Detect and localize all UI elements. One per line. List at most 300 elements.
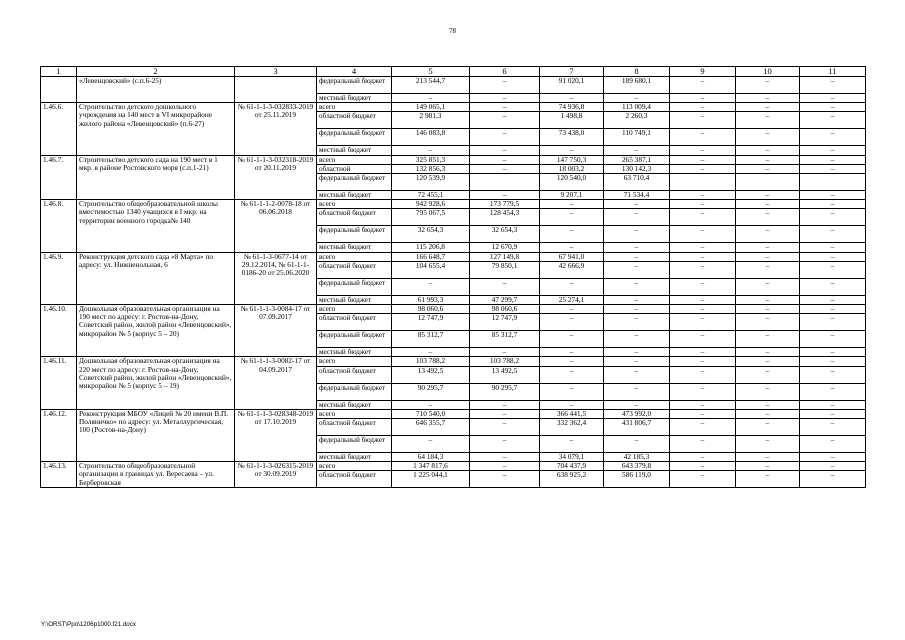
amount-cell-col-7: – (540, 146, 604, 155)
funding-source: федеральный бюджет (317, 226, 392, 243)
amount-cell-col-7: – (540, 331, 604, 348)
amount-cell-col-8: – (604, 226, 670, 243)
amount-cell-col-8: 130 142,3 (604, 164, 670, 173)
amount-cell-col-8: 586 119,0 (604, 471, 670, 488)
amount-cell-col-9: – (670, 305, 736, 314)
amount-cell-col-8: – (604, 209, 670, 226)
amount-cell-col-9: – (670, 314, 736, 331)
amount-cell-col-5: 942 928,6 (392, 200, 470, 209)
column-header-5: 5 (392, 67, 470, 77)
funding-source: местный бюджет (317, 348, 392, 357)
expertise-document: № 61-1-1-3-032833-2019 от 25.11.2019 (235, 103, 317, 155)
funding-source: федеральный бюджет (317, 129, 392, 146)
amount-cell-col-8: – (604, 400, 670, 409)
amount-cell-col-6: – (470, 471, 540, 488)
funding-source: всего (317, 155, 392, 164)
amount-cell-col-5: – (392, 400, 470, 409)
amount-cell-col-5: 166 648,7 (392, 252, 470, 261)
amount-cell-col-9: – (670, 436, 736, 453)
expertise-document: № 61-1-1-3-028348-2019 от 17.10.2019 (235, 409, 317, 461)
item-name: Реконструкция МБОУ «Лицей № 20 имени В.П. Поляничко» по адресу: ул. Металлургическая, 100 (Ростов-на-Дону) (77, 409, 235, 461)
expertise-document: № 61-1-1-2-0078-18 от 06.06.2018 (235, 200, 317, 252)
amount-cell-col-10: – (736, 226, 800, 243)
amount-cell-col-6: – (470, 419, 540, 436)
amount-cell-col-6: 98 060,6 (470, 305, 540, 314)
amount-cell-col-10: – (736, 252, 800, 261)
amount-cell-col-11: – (800, 366, 866, 383)
table-row (41, 103, 866, 112)
amount-cell-col-11: – (800, 419, 866, 436)
column-header-4: 4 (317, 67, 392, 77)
item-number: 1.46.11. (41, 357, 77, 409)
amount-cell-col-5: 90 295,7 (392, 383, 470, 400)
amount-cell-col-10: – (736, 278, 800, 295)
amount-cell-col-9: – (670, 331, 736, 348)
amount-cell-col-7: 91 020,1 (540, 77, 604, 94)
amount-cell-col-10: – (736, 357, 800, 366)
amount-cell-col-5: – (392, 436, 470, 453)
amount-cell-col-8: 63 710,4 (604, 174, 670, 191)
column-header-10: 10 (736, 67, 800, 77)
amount-cell-col-5: 104 655,4 (392, 261, 470, 278)
amount-cell-col-10: – (736, 164, 800, 173)
amount-cell-col-10: – (736, 366, 800, 383)
amount-cell-col-7: – (540, 209, 604, 226)
amount-cell-col-5: 149 065,1 (392, 103, 470, 112)
table-body (41, 77, 866, 488)
amount-cell-col-8: – (604, 200, 670, 209)
amount-cell-col-7: 147 750,3 (540, 155, 604, 164)
amount-cell-col-5: 146 083,8 (392, 129, 470, 146)
amount-cell-col-10: – (736, 200, 800, 209)
amount-cell-col-10: – (736, 94, 800, 103)
amount-cell-col-11 (800, 174, 866, 191)
amount-cell-col-10: – (736, 400, 800, 409)
table-row (41, 357, 866, 366)
amount-cell-col-7: 34 079,1 (540, 453, 604, 462)
expertise-document: № 61-1-1-3-032318-2019 от 20.11.2019 (235, 155, 317, 200)
amount-cell-col-10: – (736, 191, 800, 200)
amount-cell-col-10: – (736, 146, 800, 155)
funding-source: областной бюджет (317, 314, 392, 331)
amount-cell-col-5: 13 492,5 (392, 366, 470, 383)
amount-cell-col-11: – (800, 243, 866, 252)
amount-cell-col-11: – (800, 409, 866, 418)
expertise-document (235, 77, 317, 103)
amount-cell-col-10: – (736, 383, 800, 400)
column-header-6: 6 (470, 67, 540, 77)
amount-cell-col-5: 115 206,8 (392, 243, 470, 252)
item-number: 1.46.8. (41, 200, 77, 252)
amount-cell-col-6: – (470, 112, 540, 129)
amount-cell-col-11: – (800, 462, 866, 471)
amount-cell-col-7: 366 441,5 (540, 409, 604, 418)
amount-cell-col-5: – (392, 348, 470, 357)
amount-cell-col-6: – (470, 436, 540, 453)
amount-cell-col-9: – (670, 261, 736, 278)
amount-cell-col-8: – (604, 366, 670, 383)
amount-cell-col-7: – (540, 400, 604, 409)
amount-cell-col-6: 47 299,7 (470, 295, 540, 304)
amount-cell-col-11: – (800, 383, 866, 400)
amount-cell-col-9: – (670, 366, 736, 383)
amount-cell-col-10 (736, 174, 800, 191)
amount-cell-col-5: – (392, 94, 470, 103)
funding-source: областной бюджет (317, 261, 392, 278)
amount-cell-col-5: 2 981,3 (392, 112, 470, 129)
amount-cell-col-7: – (540, 94, 604, 103)
funding-source: областной бюджет (317, 419, 392, 436)
amount-cell-col-5: 103 788,2 (392, 357, 470, 366)
amount-cell-col-9: – (670, 383, 736, 400)
amount-cell-col-6: – (470, 77, 540, 94)
amount-cell-col-10: – (736, 462, 800, 471)
amount-cell-col-8: – (604, 243, 670, 252)
amount-cell-col-9: – (670, 243, 736, 252)
amount-cell-col-9: – (670, 278, 736, 295)
amount-cell-col-11: – (800, 400, 866, 409)
amount-cell-col-11: – (800, 226, 866, 243)
amount-cell-col-9: – (670, 295, 736, 304)
page-number: 78 (449, 27, 456, 35)
amount-cell-col-8: 265 387,1 (604, 155, 670, 164)
table-row (41, 252, 866, 261)
item-name: Строительство общеобразовательной школы вместимостью 1340 учащихся в I мкр. на территории военного городка№ 140 (77, 200, 235, 252)
funding-source: всего (317, 305, 392, 314)
table-row (41, 155, 866, 164)
funding-source: федеральный бюджет (317, 278, 392, 295)
funding-source: местный бюджет (317, 295, 392, 304)
amount-cell-col-10: – (736, 419, 800, 436)
amount-cell-col-10: – (736, 295, 800, 304)
amount-cell-col-10: – (736, 103, 800, 112)
amount-cell-col-6: – (470, 348, 540, 357)
amount-cell-col-10: – (736, 112, 800, 129)
amount-cell-col-10: – (736, 409, 800, 418)
amount-cell-col-5: 1 347 817,6 (392, 462, 470, 471)
amount-cell-col-5: 213 544,7 (392, 77, 470, 94)
amount-cell-col-10: – (736, 453, 800, 462)
amount-cell-col-5: – (392, 278, 470, 295)
amount-cell-col-9: – (670, 155, 736, 164)
item-number: 1.46.10. (41, 305, 77, 357)
item-name: «Левенцовский» (с.п.6-25) (77, 77, 235, 103)
amount-cell-col-6: – (470, 164, 540, 173)
amount-cell-col-8: 2 260,3 (604, 112, 670, 129)
item-name: Реконструкция детского сада «8 Марта» по адресу: ул. Нижненольная, 6 (77, 252, 235, 304)
amount-cell-col-7: 1 498,8 (540, 112, 604, 129)
item-number: 1.46.9. (41, 252, 77, 304)
amount-cell-col-9: – (670, 112, 736, 129)
amount-cell-col-11: – (800, 103, 866, 112)
amount-cell-col-10: – (736, 261, 800, 278)
amount-cell-col-11: – (800, 155, 866, 164)
funding-source: областной бюджет (317, 366, 392, 383)
amount-cell-col-8: 431 806,7 (604, 419, 670, 436)
amount-cell-col-11: – (800, 261, 866, 278)
table-row (41, 462, 866, 471)
amount-cell-col-11: – (800, 94, 866, 103)
amount-cell-col-5: 85 312,7 (392, 331, 470, 348)
amount-cell-col-11: – (800, 357, 866, 366)
amount-cell-col-11: – (800, 129, 866, 146)
funding-source: областной бюджет (317, 209, 392, 226)
amount-cell-col-8: – (604, 383, 670, 400)
amount-cell-col-6: – (470, 453, 540, 462)
amount-cell-col-5: 72 455,1 (392, 191, 470, 200)
amount-cell-col-6: 85 312,7 (470, 331, 540, 348)
amount-cell-col-9: – (670, 252, 736, 261)
funding-source: местный бюджет (317, 243, 392, 252)
amount-cell-col-10: – (736, 305, 800, 314)
item-name: Строительство общеобразовательной организации в границах ул. Вересаева – ул. Берберовская (77, 462, 235, 488)
amount-cell-col-10: – (736, 243, 800, 252)
amount-cell-col-11: – (800, 200, 866, 209)
amount-cell-col-9: – (670, 129, 736, 146)
amount-cell-col-7: – (540, 348, 604, 357)
amount-cell-col-6 (470, 174, 540, 191)
amount-cell-col-11: – (800, 191, 866, 200)
column-number-row (41, 67, 866, 77)
amount-cell-col-9: – (670, 462, 736, 471)
amount-cell-col-10: – (736, 331, 800, 348)
amount-cell-col-10: – (736, 129, 800, 146)
amount-cell-col-8: 189 680,1 (604, 77, 670, 94)
amount-cell-col-7: 704 437,9 (540, 462, 604, 471)
table-row (41, 77, 866, 94)
amount-cell-col-6: – (470, 400, 540, 409)
amount-cell-col-6: 128 454,3 (470, 209, 540, 226)
amount-cell-col-8: – (604, 261, 670, 278)
amount-cell-col-7: 73 438,0 (540, 129, 604, 146)
item-number: 1.46.6. (41, 103, 77, 155)
funding-source: всего (317, 409, 392, 418)
amount-cell-col-5: 64 184,3 (392, 453, 470, 462)
amount-cell-col-9: – (670, 103, 736, 112)
expertise-document: № 61-1-3-0677-14 от 29.12.2014, № 61-1-1-0186-20 от 25.06.2020 (235, 252, 317, 304)
column-header-8: 8 (604, 67, 670, 77)
amount-cell-col-11: – (800, 436, 866, 453)
amount-cell-col-8: 643 379,8 (604, 462, 670, 471)
amount-cell-col-11: – (800, 305, 866, 314)
amount-cell-col-9: – (670, 209, 736, 226)
amount-cell-col-8: – (604, 357, 670, 366)
funding-source: всего (317, 200, 392, 209)
funding-source: областной (317, 164, 392, 173)
table-row (41, 305, 866, 314)
expertise-document: № 61-1-1-3-0082-17 от 04.09.2017 (235, 357, 317, 409)
amount-cell-col-5: 1 225 044,1 (392, 471, 470, 488)
item-name: Строительство детского дошкольного учреждения на 140 мест в VI микрорайоне жилого района «Левенцовский» (п.6-27) (77, 103, 235, 155)
amount-cell-col-10: – (736, 209, 800, 226)
amount-cell-col-5: 12 747,9 (392, 314, 470, 331)
amount-cell-col-9: – (670, 77, 736, 94)
funding-source: федеральный бюджет (317, 174, 392, 191)
amount-cell-col-5: 61 993,3 (392, 295, 470, 304)
amount-cell-col-7: 120 540,0 (540, 174, 604, 191)
amount-cell-col-11: – (800, 164, 866, 173)
amount-cell-col-5: 32 654,3 (392, 226, 470, 243)
amount-cell-col-6: 173 779,5 (470, 200, 540, 209)
amount-cell-col-10: – (736, 436, 800, 453)
funding-source: местный бюджет (317, 146, 392, 155)
amount-cell-col-9: – (670, 164, 736, 173)
funding-source: областной бюджет (317, 471, 392, 488)
amount-cell-col-8: – (604, 295, 670, 304)
amount-cell-col-8: – (604, 348, 670, 357)
amount-cell-col-6: – (470, 129, 540, 146)
amount-cell-col-7: 25 274,1 (540, 295, 604, 304)
amount-cell-col-8: – (604, 278, 670, 295)
amount-cell-col-5: 98 060,6 (392, 305, 470, 314)
amount-cell-col-7: – (540, 200, 604, 209)
funding-source: всего (317, 252, 392, 261)
amount-cell-col-6: 103 788,2 (470, 357, 540, 366)
item-number: 1.46.7. (41, 155, 77, 200)
amount-cell-col-9: – (670, 400, 736, 409)
column-header-1: 1 (41, 67, 77, 77)
amount-cell-col-10: – (736, 77, 800, 94)
amount-cell-col-5: 795 067,5 (392, 209, 470, 226)
funding-source: федеральный бюджет (317, 331, 392, 348)
item-name: Дошкольная образовательная организация на 220 мест по адресу: г. Ростов-на-Дону, Советский район, жилой район «Левенцовский», микрорайон № 5 (корпус 5 – 19) (77, 357, 235, 409)
column-header-7: 7 (540, 67, 604, 77)
expertise-document: № 61-1-1-3-0084-17 от 07.09.2017 (235, 305, 317, 357)
footer-file-path: Y:\ORST\Ppo\1206p1000.f21.docx (41, 621, 136, 628)
expertise-document: № 61-1-1-3-026315-2019 от 30.09.2019 (235, 462, 317, 488)
amount-cell-col-8: 473 992,0 (604, 409, 670, 418)
amount-cell-col-9: – (670, 409, 736, 418)
amount-cell-col-6: 13 492,5 (470, 366, 540, 383)
amount-cell-col-5: 325 851,3 (392, 155, 470, 164)
amount-cell-col-10: – (736, 348, 800, 357)
amount-cell-col-7: – (540, 357, 604, 366)
amount-cell-col-6: 90 295,7 (470, 383, 540, 400)
amount-cell-col-6: – (470, 155, 540, 164)
item-number: 1.46.13. (41, 462, 77, 488)
amount-cell-col-10: – (736, 471, 800, 488)
amount-cell-col-5: 710 540,0 (392, 409, 470, 418)
amount-cell-col-6: – (470, 278, 540, 295)
amount-cell-col-7: 74 936,8 (540, 103, 604, 112)
amount-cell-col-9 (670, 174, 736, 191)
amount-cell-col-7: 638 925,2 (540, 471, 604, 488)
budget-table (40, 66, 866, 488)
amount-cell-col-7: 9 207,1 (540, 191, 604, 200)
funding-source: областной бюджет (317, 112, 392, 129)
amount-cell-col-9: – (670, 419, 736, 436)
amount-cell-col-9: – (670, 226, 736, 243)
amount-cell-col-7: 18 003,2 (540, 164, 604, 173)
amount-cell-col-6: 127 149,8 (470, 252, 540, 261)
amount-cell-col-7: 332 362,4 (540, 419, 604, 436)
amount-cell-col-7: 67 941,0 (540, 252, 604, 261)
amount-cell-col-9: – (670, 146, 736, 155)
funding-source: федеральный бюджет (317, 383, 392, 400)
amount-cell-col-7: – (540, 243, 604, 252)
amount-cell-col-9: – (670, 471, 736, 488)
column-header-9: 9 (670, 67, 736, 77)
amount-cell-col-6: – (470, 146, 540, 155)
amount-cell-col-10: – (736, 155, 800, 164)
amount-cell-col-11: – (800, 348, 866, 357)
amount-cell-col-8: – (604, 94, 670, 103)
amount-cell-col-11: – (800, 278, 866, 295)
amount-cell-col-10: – (736, 314, 800, 331)
amount-cell-col-6: 12 747,9 (470, 314, 540, 331)
amount-cell-col-6: 32 654,3 (470, 226, 540, 243)
amount-cell-col-8: – (604, 146, 670, 155)
table-row (41, 409, 866, 418)
funding-source: федеральный бюджет (317, 436, 392, 453)
item-name: Строительство детского сада на 190 мест в 1 мкр. в районе Ростовского моря (с.п.1-21) (77, 155, 235, 200)
funding-source: местный бюджет (317, 191, 392, 200)
funding-source: местный бюджет (317, 94, 392, 103)
amount-cell-col-5: 132 856,3 (392, 164, 470, 173)
amount-cell-col-11: – (800, 77, 866, 94)
amount-cell-col-8: 42 185,3 (604, 453, 670, 462)
amount-cell-col-11: – (800, 112, 866, 129)
amount-cell-col-9: – (670, 200, 736, 209)
amount-cell-col-6: – (470, 191, 540, 200)
amount-cell-col-7: – (540, 305, 604, 314)
amount-cell-col-7: – (540, 278, 604, 295)
amount-cell-col-7: – (540, 226, 604, 243)
amount-cell-col-8: 110 749,1 (604, 129, 670, 146)
amount-cell-col-6: – (470, 462, 540, 471)
amount-cell-col-7: – (540, 366, 604, 383)
amount-cell-col-8: 71 534,4 (604, 191, 670, 200)
funding-source: всего (317, 462, 392, 471)
amount-cell-col-9: – (670, 453, 736, 462)
amount-cell-col-8: – (604, 314, 670, 331)
amount-cell-col-5: 646 355,7 (392, 419, 470, 436)
amount-cell-col-9: – (670, 94, 736, 103)
amount-cell-col-11: – (800, 314, 866, 331)
amount-cell-col-7: – (540, 314, 604, 331)
amount-cell-col-6: 12 670,9 (470, 243, 540, 252)
amount-cell-col-11: – (800, 331, 866, 348)
amount-cell-col-11: – (800, 453, 866, 462)
amount-cell-col-7: – (540, 383, 604, 400)
column-header-11: 11 (800, 67, 866, 77)
column-header-3: 3 (235, 67, 317, 77)
amount-cell-col-5: – (392, 146, 470, 155)
amount-cell-col-8: – (604, 331, 670, 348)
amount-cell-col-11: – (800, 252, 866, 261)
table-row (41, 200, 866, 209)
amount-cell-col-11: – (800, 295, 866, 304)
amount-cell-col-5: 120 539,9 (392, 174, 470, 191)
amount-cell-col-11: – (800, 471, 866, 488)
amount-cell-col-8: 113 009,4 (604, 103, 670, 112)
amount-cell-col-8: – (604, 252, 670, 261)
amount-cell-col-6: 79 850,1 (470, 261, 540, 278)
amount-cell-col-9: – (670, 191, 736, 200)
column-header-2: 2 (77, 67, 235, 77)
item-number: 1.46.12. (41, 409, 77, 461)
amount-cell-col-7: 42 666,9 (540, 261, 604, 278)
amount-cell-col-6: – (470, 409, 540, 418)
amount-cell-col-9: – (670, 348, 736, 357)
amount-cell-col-11: – (800, 146, 866, 155)
amount-cell-col-6: – (470, 94, 540, 103)
funding-source: всего (317, 103, 392, 112)
item-number (41, 77, 77, 103)
amount-cell-col-9: – (670, 357, 736, 366)
amount-cell-col-8: – (604, 436, 670, 453)
funding-source: всего (317, 357, 392, 366)
